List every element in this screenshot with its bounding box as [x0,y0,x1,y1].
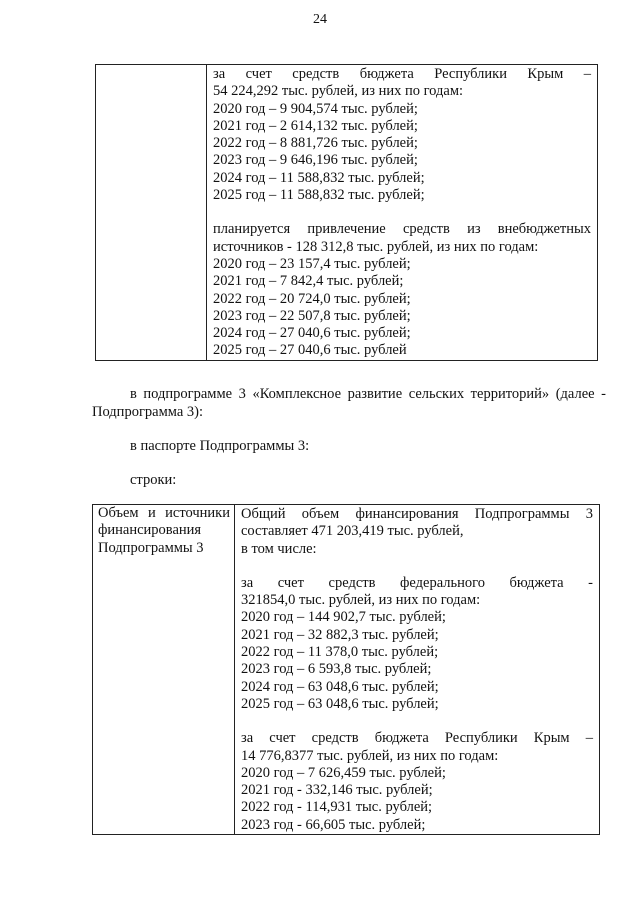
table2-right-line: в том числе: [241,540,317,557]
table1-right-cell [207,65,598,361]
table2-left-line: Объем и источники [98,505,230,521]
table1-line: источников - 128 312,8 тыс. рублей, из них по годам: [213,238,539,255]
table2-right-line: 2022 год – 11 378,0 тыс. рублей; [241,644,439,661]
table2-right-line: за счет средств бюджета Республики Крым – [241,730,593,747]
table1-line: 2024 год – 11 588,832 тыс. рублей; [213,169,425,186]
table1-line: 54 224,292 тыс. рублей, из них по годам: [213,83,464,100]
table1-line: 2022 год – 20 724,0 тыс. рублей; [213,290,411,307]
table1-line: 2020 год – 23 157,4 тыс. рублей; [213,255,411,272]
table2-right-cell [235,505,600,835]
table1-line: 2021 год – 2 614,132 тыс. рублей; [213,117,418,134]
table1-line: 2024 год – 27 040,6 тыс. рублей; [213,325,411,342]
table2-right-line: 2022 год - 114,931 тыс. рублей; [241,799,433,816]
table1-blank-line [213,204,591,221]
table2-right-line: Общий объем финансирования Подпрограммы 3 [241,506,593,522]
table2-right-line: 2024 год – 63 048,6 тыс. рублей; [241,678,439,695]
table1-line: 2025 год – 11 588,832 тыс. рублей; [213,187,425,204]
table2-blank-line [241,558,593,575]
table2-left-cell [93,505,235,835]
table2-right-line: 14 776,8377 тыс. рублей, из них по годам: [241,747,499,764]
subprogram-paragraph [92,386,606,421]
table1-line: 2022 год – 8 881,726 тыс. рублей; [213,135,418,152]
table2-right-line: 2021 год – 32 882,3 тыс. рублей; [241,626,439,643]
table1-line: планируется привлечение средств из внебюджетных [213,221,591,238]
funding-sources-table [92,504,600,835]
table1-line: 2025 год – 27 040,6 тыс. рублей [213,342,407,359]
table1-line: 2023 год – 9 646,196 тыс. рублей; [213,152,418,169]
table2-right-line: 2023 год - 66,605 тыс. рублей; [241,816,426,833]
passport-paragraph: в паспорте Подпрограммы 3: [130,438,310,454]
funding-table-continued [95,64,598,361]
table2-right-line: 2020 год – 144 902,7 тыс. рублей; [241,609,446,626]
table2-right-line: за счет средств федерального бюджета - [241,574,593,591]
table2-left-line: финансирования [98,522,202,539]
table2-left-line: Подпрограммы 3 [98,539,204,556]
page-number: 24 [313,12,327,27]
table1-line: за счет средств бюджета Республики Крым – [213,66,591,82]
table1-line: 2021 год – 7 842,4 тыс. рублей; [213,273,404,290]
subprogram-line-2: Подпрограмма 3): [92,403,203,420]
table1-line: 2023 год – 22 507,8 тыс. рублей; [213,307,411,324]
table2-right-line: 2020 год – 7 626,459 тыс. рублей; [241,764,446,781]
table2-right-line: 2023 год – 6 593,8 тыс. рублей; [241,661,432,678]
table1-line: 2020 год – 9 904,574 тыс. рублей; [213,100,418,117]
table2-right-line: составляет 471 203,419 тыс. рублей, [241,523,464,540]
table2-right-line: 2025 год – 63 048,6 тыс. рублей; [241,695,439,712]
table2-right-line: 2021 год - 332,146 тыс. рублей; [241,782,433,799]
subprogram-line-1: в подпрограмме 3 «Комплексное развитие сельских территорий» (далее - [130,386,606,402]
table1-left-cell [96,65,207,361]
table2-blank-line [241,713,593,730]
rows-paragraph: строки: [130,472,177,488]
table2-right-line: 321854,0 тыс. рублей, из них по годам: [241,592,481,609]
